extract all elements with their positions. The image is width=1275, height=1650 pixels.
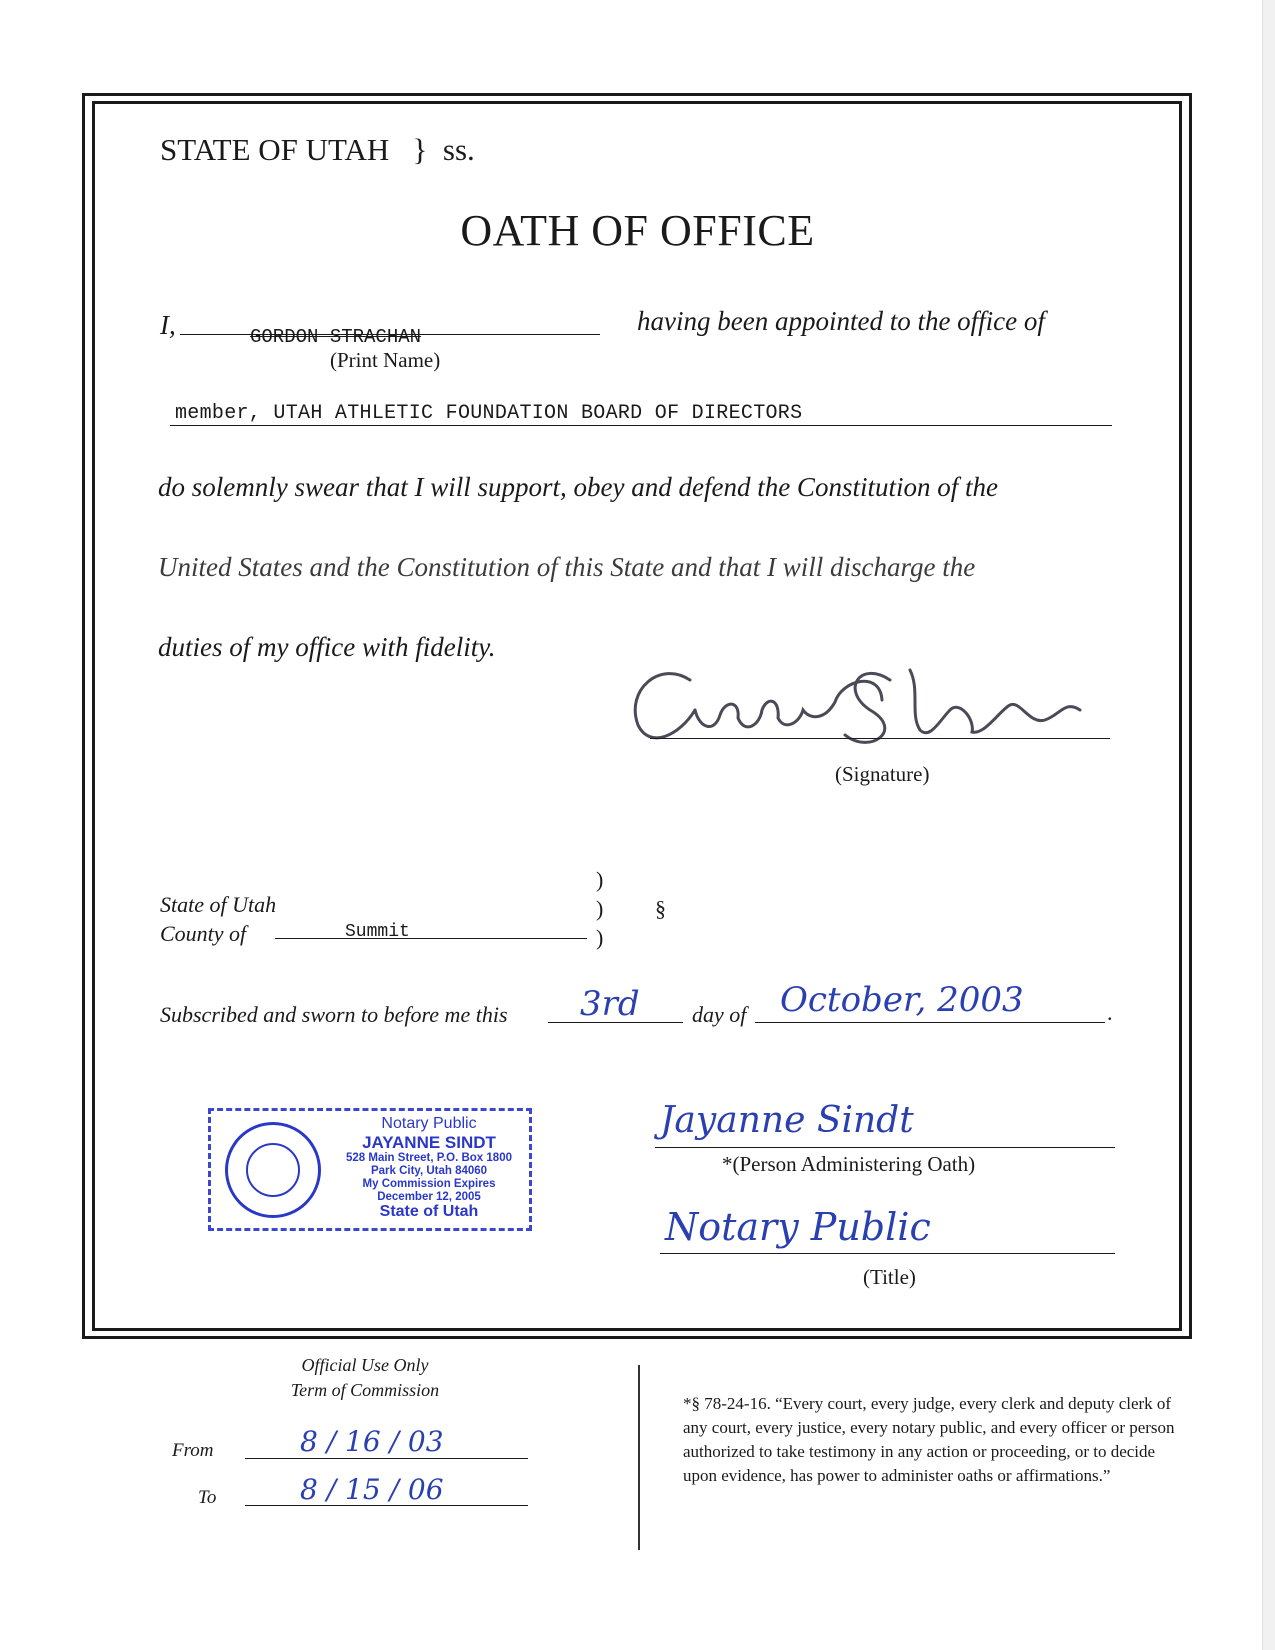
- official-use-heading: Official Use Only: [301, 1355, 429, 1375]
- administering-caption: *(Person Administering Oath): [722, 1152, 976, 1176]
- term-of-commission-heading: Term of Commission: [290, 1380, 440, 1400]
- seal-center: [246, 1143, 300, 1197]
- from-underline: [245, 1458, 528, 1459]
- to-label: To: [198, 1487, 217, 1508]
- administering-signature: Jayanne Sindt: [660, 1100, 914, 1141]
- statute-text: *§ 78-24-16. “Every court, every judge, every clerk and deputy clerk of any court, every justice, every notary public, and every officer or person authorized to take testimony in any action or proceeding, or to decide upon evidence, has power to administer oaths or affirmations.”: [683, 1394, 1175, 1485]
- jurat-period: .: [1107, 1000, 1113, 1025]
- from-date: 8 / 16 / 03: [300, 1425, 444, 1458]
- day-of-text: day of: [692, 1002, 747, 1027]
- office-underline: [170, 425, 1112, 426]
- signature-caption: (Signature): [835, 762, 930, 786]
- print-name-caption: (Print Name): [330, 348, 441, 372]
- month-underline: [755, 1022, 1105, 1023]
- to-date: 8 / 15 / 06: [300, 1473, 444, 1506]
- stamp-line-5: My Commission Expires: [362, 1177, 496, 1190]
- oath-text-line-1: do solemnly swear that I will support, obey and defend the Constitution of the: [158, 472, 998, 502]
- office-value: member, UTAH ATHLETIC FOUNDATION BOARD OF DIRECTORS: [175, 402, 803, 425]
- title-underline: [660, 1253, 1115, 1254]
- stamp-line-3: 528 Main Street, P.O. Box 1800: [346, 1151, 512, 1164]
- stamp-line-1: Notary Public: [381, 1115, 477, 1132]
- document-title: OATH OF OFFICE: [460, 206, 815, 255]
- county-underline: [275, 938, 587, 939]
- section-mark: §: [655, 896, 666, 921]
- venue-county-label: County of: [160, 921, 247, 946]
- section-divider: [638, 1365, 640, 1550]
- signature-scribble: [620, 640, 1120, 760]
- subscribed-text: Subscribed and sworn to before me this: [160, 1002, 508, 1027]
- administering-underline: [655, 1147, 1115, 1148]
- printed-name: GORDON STRACHAN: [250, 326, 422, 348]
- title-caption: (Title): [863, 1265, 916, 1289]
- stamp-line-6: December 12, 2005: [377, 1190, 481, 1203]
- to-underline: [245, 1505, 528, 1506]
- from-label: From: [172, 1440, 214, 1461]
- paren-3: ): [596, 925, 604, 950]
- appointed-text: having been appointed to the office of: [637, 306, 1045, 336]
- stamp-line-2: JAYANNE SINDT: [362, 1132, 496, 1152]
- stamp-line-4: Park City, Utah 84060: [370, 1164, 488, 1177]
- brace: }: [412, 132, 428, 167]
- oath-text-line-2: United States and the Constitution of this State and that I will discharge the: [158, 552, 976, 582]
- i-label: I,: [160, 310, 176, 340]
- paren-2: ): [596, 896, 604, 921]
- state-seal-icon: [225, 1122, 321, 1218]
- ss-label: ss.: [442, 132, 475, 167]
- stamp-line-7: State of Utah: [379, 1203, 479, 1221]
- signature-underline: [650, 738, 1110, 739]
- notary-stamp: [208, 1108, 532, 1231]
- paren-1: ): [596, 867, 604, 892]
- state-label: STATE OF UTAH: [160, 132, 390, 167]
- county-value: Summit: [345, 922, 410, 942]
- administering-title-value: Notary Public: [665, 1205, 931, 1249]
- month-year-value: October, 2003: [780, 980, 1024, 1020]
- state-line: [160, 132, 475, 168]
- stamp-text: [331, 1115, 527, 1221]
- oath-text-line-3: duties of my office with fidelity.: [158, 632, 496, 662]
- venue-state: State of Utah: [160, 892, 277, 917]
- day-value: 3rd: [580, 984, 640, 1024]
